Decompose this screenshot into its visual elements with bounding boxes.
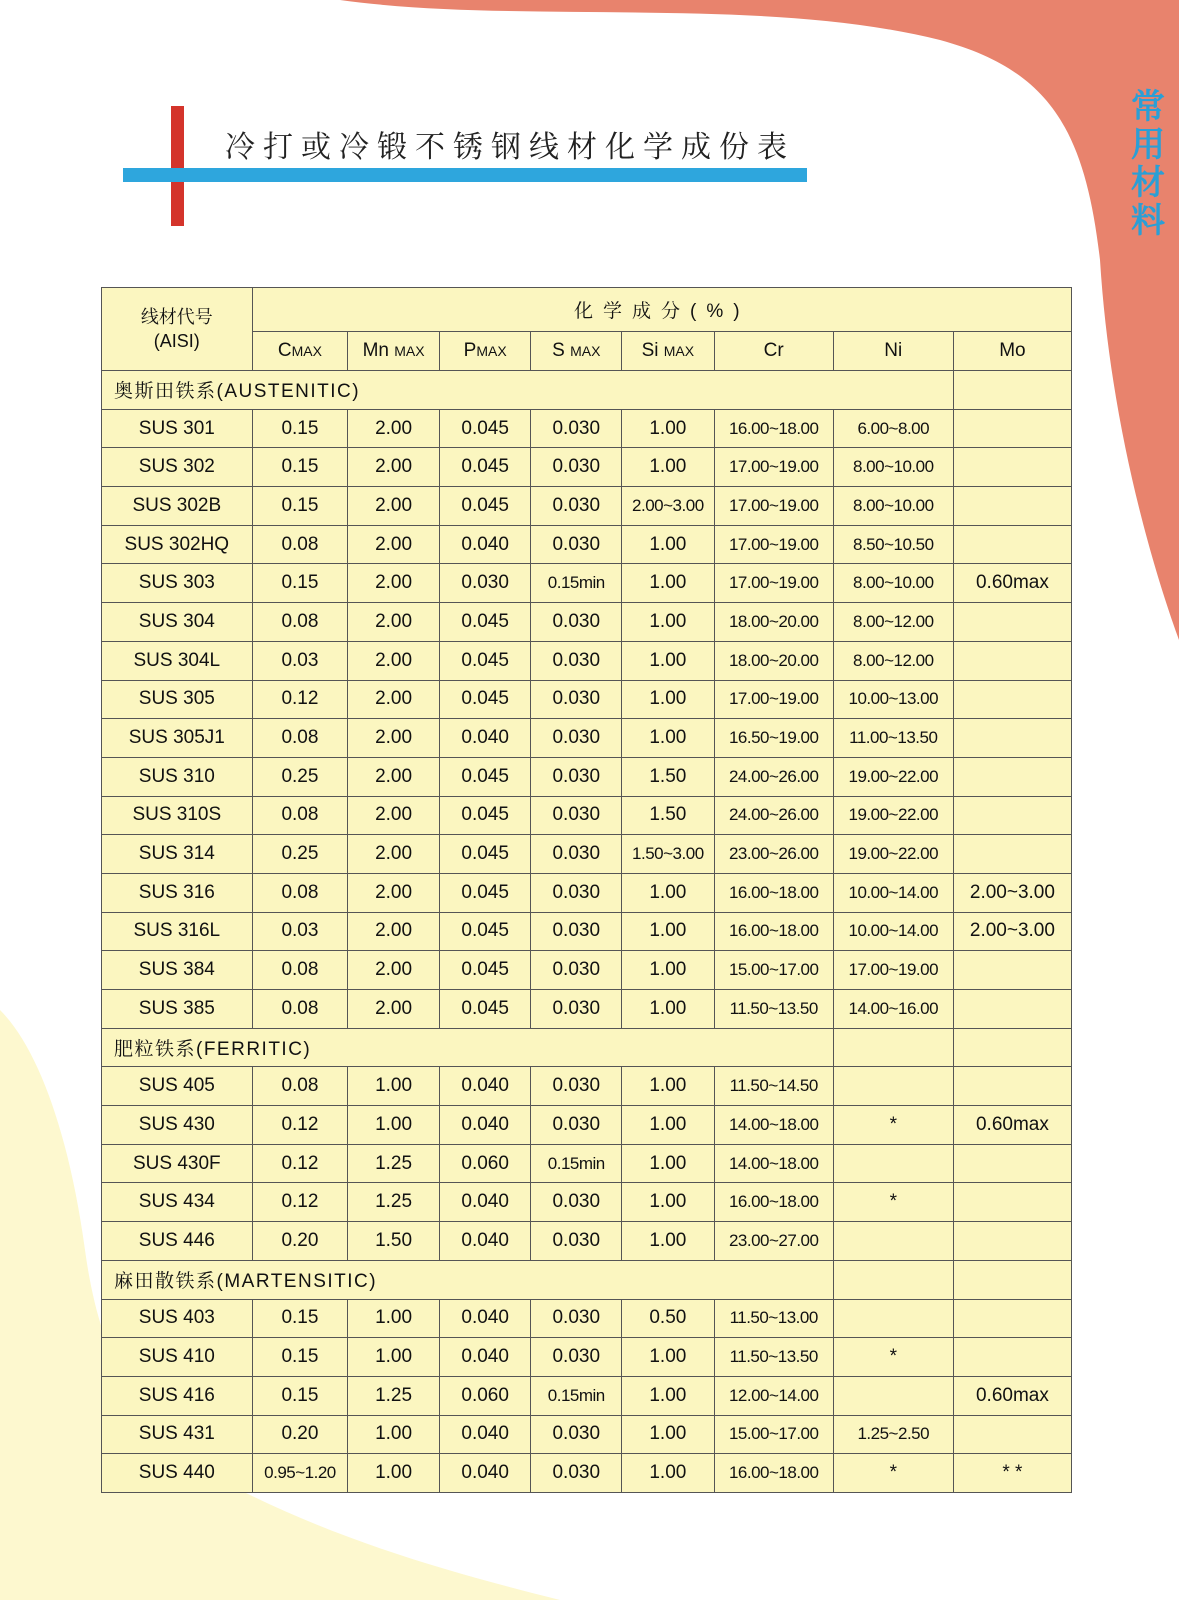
table-cell [833,1299,953,1338]
table-cell: 1.00 [348,1454,440,1493]
table-cell: 0.030 [531,873,622,912]
table-cell: 1.00 [622,719,715,758]
table-cell: 16.00~18.00 [714,873,833,912]
table-cell: 16.00~18.00 [714,912,833,951]
table-cell: 0.15 [252,1338,348,1377]
table-row [102,680,1072,719]
side-label-char: 材 [1131,163,1165,203]
table-cell: 6.00~8.00 [833,409,953,448]
table-cell [953,990,1071,1029]
table-cell: 1.00 [622,564,715,603]
group-label: 奥斯田铁系(AUSTENITIC) [102,371,954,410]
group-header-row [102,371,1072,410]
table-cell: 1.50 [348,1222,440,1261]
table-cell [953,1144,1071,1183]
table-cell: 8.00~12.00 [833,641,953,680]
grade-cell: SUS 305J1 [102,719,253,758]
grade-cell: SUS 405 [102,1067,253,1106]
grade-cell: SUS 310 [102,757,253,796]
table-cell: 0.045 [439,835,531,874]
grade-cell: SUS 302B [102,487,253,526]
table-cell: 2.00 [348,603,440,642]
table-cell: 1.00 [622,1222,715,1261]
table-cell: 16.00~18.00 [714,1183,833,1222]
table-cell: 0.030 [531,525,622,564]
grade-cell: SUS 403 [102,1299,253,1338]
table-cell [953,1067,1071,1106]
column-header: Si MAX [622,332,715,371]
table-cell: 0.030 [531,1183,622,1222]
table-cell: 1.00 [622,641,715,680]
column-header: S MAX [531,332,622,371]
side-label-char: 常 [1131,87,1165,127]
table-cell: 0.045 [439,912,531,951]
column-header: PMAX [439,332,531,371]
table-cell: 0.60max [953,1376,1071,1415]
table-cell: 1.00 [622,873,715,912]
table-cell: 2.00~3.00 [953,912,1071,951]
table-cell: 0.08 [252,873,348,912]
table-row [102,835,1072,874]
table-cell [953,603,1071,642]
table-cell: 0.040 [439,719,531,758]
table-cell [833,1067,953,1106]
table-cell: 0.045 [439,603,531,642]
table-cell [953,680,1071,719]
table-cell: 0.15min [531,1376,622,1415]
table-cell: 0.030 [531,1454,622,1493]
table-cell: 0.25 [252,835,348,874]
table-cell: 0.15 [252,448,348,487]
column-header: Mo [953,332,1071,371]
group-header-row [102,1028,1072,1067]
table-cell: 0.045 [439,641,531,680]
table-cell: * * [953,1454,1071,1493]
table-cell [953,835,1071,874]
table-cell: * [833,1183,953,1222]
table-cell: 2.00 [348,641,440,680]
table-cell: 0.040 [439,1222,531,1261]
table-cell: 8.00~10.00 [833,487,953,526]
grade-cell: SUS 302 [102,448,253,487]
grade-cell: SUS 305 [102,680,253,719]
table-cell [833,1260,953,1299]
table-cell: 15.00~17.00 [714,951,833,990]
grade-cell: SUS 430F [102,1144,253,1183]
table-cell: 0.060 [439,1376,531,1415]
table-cell: 0.030 [531,757,622,796]
table-cell: 17.00~19.00 [714,448,833,487]
table-cell: 2.00 [348,564,440,603]
table-row [102,912,1072,951]
table-cell: 16.50~19.00 [714,719,833,758]
grade-cell: SUS 434 [102,1183,253,1222]
table-row [102,990,1072,1029]
table-cell: 0.030 [531,448,622,487]
table-cell: 1.00 [622,525,715,564]
table-cell: 2.00 [348,409,440,448]
grade-cell: SUS 314 [102,835,253,874]
table-cell: 0.040 [439,1299,531,1338]
side-label-char: 料 [1131,201,1165,241]
table-cell [953,525,1071,564]
grade-cell: SUS 303 [102,564,253,603]
table-cell: 2.00 [348,873,440,912]
table-cell [953,1338,1071,1377]
grade-cell: SUS 384 [102,951,253,990]
table-cell: 1.00 [622,1415,715,1454]
table-cell: 0.040 [439,1183,531,1222]
title-red-bar [171,106,184,226]
grade-cell: SUS 416 [102,1376,253,1415]
table-cell [953,1415,1071,1454]
table-cell: 0.15 [252,409,348,448]
table-cell: 1.00 [348,1067,440,1106]
table-cell [953,641,1071,680]
grade-cell: SUS 301 [102,409,253,448]
chemical-composition-table [101,287,1072,1493]
table-cell: 17.00~19.00 [714,680,833,719]
table-cell: 0.045 [439,680,531,719]
grade-cell: SUS 304L [102,641,253,680]
table-cell: 19.00~22.00 [833,796,953,835]
table-cell: * [833,1454,953,1493]
table-cell: 0.030 [531,796,622,835]
table-cell [953,757,1071,796]
group-header-row [102,1260,1072,1299]
table-cell: 0.045 [439,757,531,796]
table-cell: 8.00~12.00 [833,603,953,642]
table-cell: 0.12 [252,1106,348,1145]
table-cell: 0.60max [953,1106,1071,1145]
table-cell: 1.25 [348,1144,440,1183]
table-header-row [102,288,1072,332]
group-label: 麻田散铁系(MARTENSITIC) [102,1260,834,1299]
chem-composition-header: 化学成分(%) [252,288,1071,332]
table-cell: 14.00~18.00 [714,1144,833,1183]
table-cell [833,1222,953,1261]
table-cell: 1.50 [622,757,715,796]
table-cell: 1.00 [622,448,715,487]
table-cell: 14.00~16.00 [833,990,953,1029]
table-cell [833,1376,953,1415]
table-cell: 0.030 [531,1222,622,1261]
table-cell: 0.030 [531,680,622,719]
grade-header-line: (AISI) [153,331,200,351]
table-row [102,1338,1072,1377]
table-row [102,564,1072,603]
table-cell: 10.00~13.00 [833,680,953,719]
table-cell: 0.030 [531,1338,622,1377]
table-row [102,525,1072,564]
column-header: Cr [714,332,833,371]
table-cell: 0.045 [439,990,531,1029]
table-cell: 15.00~17.00 [714,1415,833,1454]
table-row [102,1144,1072,1183]
table-cell: 0.15 [252,1299,348,1338]
table-cell: 0.03 [252,912,348,951]
table-cell: 1.25 [348,1376,440,1415]
table-cell: 10.00~14.00 [833,873,953,912]
table-cell: 2.00 [348,680,440,719]
table-cell [953,1028,1071,1067]
group-label: 肥粒铁系(FERRITIC) [102,1028,834,1067]
table-cell: 0.08 [252,951,348,990]
table-cell: 1.00 [348,1338,440,1377]
table-cell: 0.030 [531,990,622,1029]
table-cell: 2.00 [348,912,440,951]
grade-cell: SUS 316L [102,912,253,951]
table-cell: 0.08 [252,990,348,1029]
table-cell: 1.25 [348,1183,440,1222]
table-cell: 1.00 [622,1376,715,1415]
table-cell: 1.00 [622,1144,715,1183]
table-row [102,1415,1072,1454]
table-cell: 0.030 [531,487,622,526]
table-cell: 0.040 [439,1067,531,1106]
table-cell: 2.00 [348,835,440,874]
table-cell: 0.25 [252,757,348,796]
table-cell: 16.00~18.00 [714,1454,833,1493]
table-cell: 0.030 [439,564,531,603]
table-cell: 0.15 [252,1376,348,1415]
table-cell: 0.08 [252,719,348,758]
table-row [102,1067,1072,1106]
table-cell: 0.030 [531,835,622,874]
table-cell: 0.060 [439,1144,531,1183]
table-row [102,1299,1072,1338]
table-cell [953,448,1071,487]
table-cell: 11.00~13.50 [833,719,953,758]
table-cell: 1.00 [622,990,715,1029]
table-cell: 2.00 [348,487,440,526]
table-cell: 1.00 [622,1067,715,1106]
table-row [102,1222,1072,1261]
table-row [102,757,1072,796]
table-cell: 0.08 [252,603,348,642]
table-row [102,487,1072,526]
table-cell: 0.95~1.20 [252,1454,348,1493]
column-header: Mn MAX [348,332,440,371]
table-cell: 2.00 [348,525,440,564]
grade-cell: SUS 304 [102,603,253,642]
table-row [102,796,1072,835]
table-cell: 0.030 [531,1106,622,1145]
table-cell: 0.030 [531,719,622,758]
table-cell: 17.00~19.00 [714,525,833,564]
table-cell [953,371,1071,410]
table-cell: 0.045 [439,409,531,448]
table-row [102,873,1072,912]
table-cell: 11.50~13.50 [714,1338,833,1377]
table-cell: 0.15min [531,564,622,603]
table-cell: 0.03 [252,641,348,680]
table-cell: 1.00 [622,603,715,642]
table-cell: 2.00 [348,448,440,487]
table-cell: 0.040 [439,1415,531,1454]
table-cell: 18.00~20.00 [714,641,833,680]
table-cell: 0.08 [252,796,348,835]
table-cell: 1.00 [622,680,715,719]
table-cell: 0.045 [439,448,531,487]
table-cell: 0.08 [252,1067,348,1106]
table-cell: 0.12 [252,680,348,719]
table-cell [953,1183,1071,1222]
table-cell: 2.00 [348,757,440,796]
table-cell: 14.00~18.00 [714,1106,833,1145]
table-cell: 1.00 [622,1338,715,1377]
table-cell: 0.20 [252,1415,348,1454]
table-cell: 0.045 [439,873,531,912]
table-cell: 17.00~19.00 [833,951,953,990]
table-cell: 2.00 [348,951,440,990]
table-cell: 10.00~14.00 [833,912,953,951]
table-cell: 19.00~22.00 [833,835,953,874]
grade-cell: SUS 410 [102,1338,253,1377]
table-cell: 1.00 [622,1183,715,1222]
grade-cell: SUS 440 [102,1454,253,1493]
table-cell: 2.00 [348,796,440,835]
table-row [102,1376,1072,1415]
table-cell: 0.030 [531,603,622,642]
grade-cell: SUS 316 [102,873,253,912]
table-cell: 0.030 [531,1067,622,1106]
table-row [102,409,1072,448]
table-cell: 1.00 [622,912,715,951]
table-cell: 1.00 [622,1106,715,1145]
column-header: CMAX [252,332,348,371]
table-cell [953,951,1071,990]
page-title: 冷打或冷锻不锈钢线材化学成份表 [225,130,795,165]
grade-header-cell [102,288,253,371]
table-cell: 16.00~18.00 [714,409,833,448]
table-cell: 1.00 [622,1454,715,1493]
table-cell: 8.50~10.50 [833,525,953,564]
table-row [102,603,1072,642]
table-row [102,1183,1072,1222]
table-cell: 0.045 [439,951,531,990]
table-cell: 0.50 [622,1299,715,1338]
table-cell [833,1028,953,1067]
table-cell: 23.00~27.00 [714,1222,833,1261]
table-cell: 0.030 [531,912,622,951]
table-cell: 1.00 [622,409,715,448]
table-cell: 0.040 [439,1106,531,1145]
table-cell: 17.00~19.00 [714,487,833,526]
table-cell: * [833,1106,953,1145]
table-cell: 11.50~13.50 [714,990,833,1029]
table-cell [833,1144,953,1183]
table-cell: 2.00~3.00 [953,873,1071,912]
table-cell [953,796,1071,835]
table-cell: 0.08 [252,525,348,564]
table-cell [953,409,1071,448]
grade-cell: SUS 385 [102,990,253,1029]
table-cell: 2.00 [348,719,440,758]
table-cell: 11.50~14.50 [714,1067,833,1106]
table-cell: 17.00~19.00 [714,564,833,603]
table-cell [953,1260,1071,1299]
table-cell: 18.00~20.00 [714,603,833,642]
grade-header-line: 线材代号 [140,307,213,327]
table-cell: 24.00~26.00 [714,757,833,796]
table-cell [953,487,1071,526]
table-cell: 0.15 [252,564,348,603]
table-cell [953,1299,1071,1338]
table-cell [953,719,1071,758]
table-cell: 0.030 [531,641,622,680]
side-label-char: 用 [1131,125,1165,165]
table-cell: 0.030 [531,1415,622,1454]
table-cell: 0.045 [439,796,531,835]
table-cell: 0.15 [252,487,348,526]
table-cell: 0.030 [531,951,622,990]
grade-cell: SUS 430 [102,1106,253,1145]
table-cell: 0.040 [439,525,531,564]
table-cell: 0.12 [252,1183,348,1222]
table-cell: 1.50~3.00 [622,835,715,874]
table-cell: 0.12 [252,1144,348,1183]
table-cell: 8.00~10.00 [833,448,953,487]
table-cell: 1.00 [348,1299,440,1338]
table-cell: 0.20 [252,1222,348,1261]
table-cell: * [833,1338,953,1377]
grade-cell: SUS 310S [102,796,253,835]
table-cell: 0.030 [531,409,622,448]
table-cell: 0.15min [531,1144,622,1183]
table-cell: 1.00 [348,1106,440,1145]
grade-cell: SUS 431 [102,1415,253,1454]
table-row [102,719,1072,758]
table-cell: 1.00 [348,1415,440,1454]
section-side-label [1126,88,1170,240]
table-row [102,951,1072,990]
column-header: Ni [833,332,953,371]
table-cell [953,1222,1071,1261]
table-cell: 11.50~13.00 [714,1299,833,1338]
table-row [102,448,1072,487]
title-blue-bar [123,168,807,182]
table-row [102,1106,1072,1145]
table-cell: 23.00~26.00 [714,835,833,874]
table-cell: 24.00~26.00 [714,796,833,835]
table-cell: 2.00 [348,990,440,1029]
table-cell: 1.50 [622,796,715,835]
table-cell: 1.00 [622,951,715,990]
table-row [102,641,1072,680]
grade-cell: SUS 302HQ [102,525,253,564]
table-cell: 0.030 [531,1299,622,1338]
table-cell: 0.040 [439,1454,531,1493]
table-cell: 19.00~22.00 [833,757,953,796]
table-cell: 8.00~10.00 [833,564,953,603]
table-row [102,1454,1072,1493]
table-cell: 0.040 [439,1338,531,1377]
table-cell: 2.00~3.00 [622,487,715,526]
table-cell: 12.00~14.00 [714,1376,833,1415]
table-cell: 0.60max [953,564,1071,603]
table-cell: 1.25~2.50 [833,1415,953,1454]
grade-cell: SUS 446 [102,1222,253,1261]
table-cell: 0.045 [439,487,531,526]
